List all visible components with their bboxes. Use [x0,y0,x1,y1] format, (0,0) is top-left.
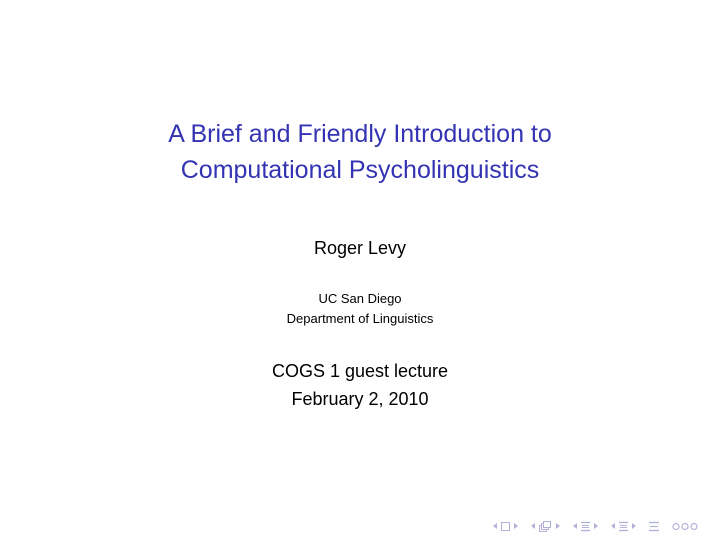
institute-line-1: UC San Diego [318,291,402,306]
appendix-nav-icon[interactable] [649,521,659,532]
document-prev-icon[interactable] [611,523,615,529]
section-nav[interactable] [571,521,600,532]
subsection-prev-icon[interactable] [531,523,535,529]
navigation-bar [482,519,700,533]
date-line-2: February 2, 2010 [291,389,429,409]
document-next-icon[interactable] [632,523,636,529]
institute [0,289,720,329]
frame-nav[interactable] [491,522,520,531]
slide-title [0,116,720,188]
frame-next-icon[interactable] [514,523,518,529]
search-loop-icon[interactable] [672,521,698,532]
section-nav-icon[interactable] [581,521,590,532]
document-nav[interactable] [609,521,638,532]
institute-line-2: Department of Linguistics [286,311,434,326]
subsection-nav[interactable] [529,521,562,532]
title-line-1: A Brief and Friendly Introduction to [168,120,552,148]
author-name: Roger Levy [313,238,407,258]
section-next-icon[interactable] [594,523,598,529]
subsection-nav-icon[interactable] [539,521,552,532]
date-block [0,357,720,413]
frame-prev-icon[interactable] [493,523,497,529]
frame-nav-icon[interactable] [501,522,510,531]
subsection-next-icon[interactable] [556,523,560,529]
search-nav[interactable] [670,521,700,532]
document-nav-icon[interactable] [619,521,628,532]
date-line-1: COGS 1 guest lecture [271,361,449,381]
title-line-2: Computational Psycholinguistics [180,156,540,184]
appendix-nav[interactable] [647,521,661,532]
section-prev-icon[interactable] [573,523,577,529]
